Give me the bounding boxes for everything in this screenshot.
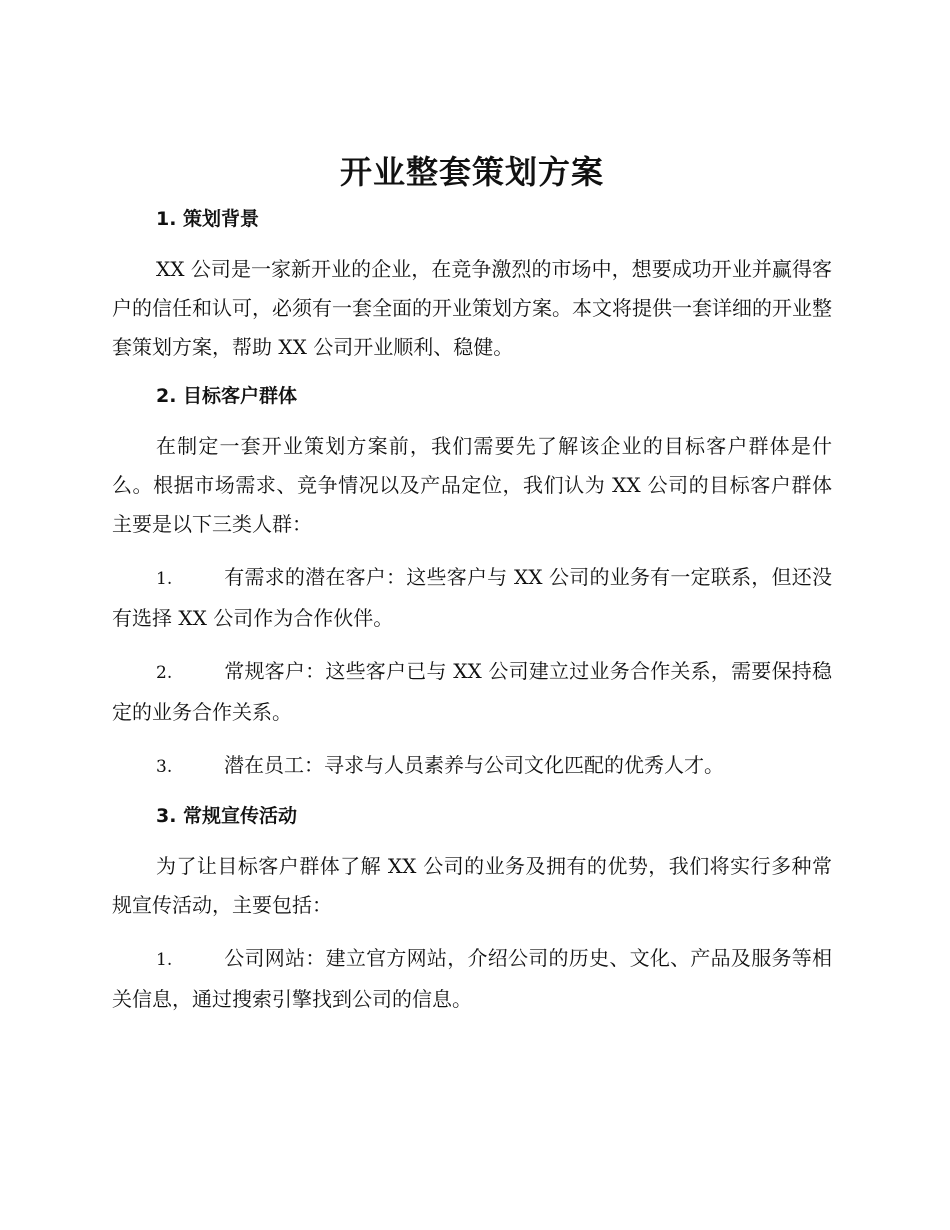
document-title: 开业整套策划方案 [339, 153, 604, 191]
section-paragraph-background: XX 公司是一家新开业的企业，在竞争激烈的市场中，想要成功开业并赢得客户的信任和认可，必须有一套全面的开业策划方案。本文将提供一套详细的开业整套策划方案，帮助 XX 公司开业顺利、稳健。 [112, 257, 832, 359]
list-item-text: 潜在员工：寻求与人员素养与公司文化匹配的优秀人才。 [224, 753, 724, 777]
list-item-text: 有需求的潜在客户：这些客户与 XX 公司的业务有一定联系，但还没有选择 XX 公司作为合作伙伴。 [112, 565, 832, 630]
list-item-number: 3. [156, 757, 173, 777]
list-item [112, 746, 832, 787]
list-item [112, 558, 832, 638]
section-paragraph-target-customers: 在制定一套开业策划方案前，我们需要先了解该企业的目标客户群体是什么。根据市场需求、竞争情况以及产品定位，我们认为 XX 公司的目标客户群体主要是以下三类人群： [112, 434, 832, 536]
list-item [112, 652, 832, 732]
section-heading-promotion: 3. 常规宣传活动 [156, 805, 298, 827]
section-heading-target-customers: 2. 目标客户群体 [156, 385, 298, 407]
section-heading-background: 1. 策划背景 [156, 208, 260, 230]
section-paragraph-promotion: 为了让目标客户群体了解 XX 公司的业务及拥有的优势，我们将实行多种常规宣传活动，主要包括： [112, 854, 832, 917]
list-item-number: 1. [156, 950, 173, 970]
list-item-number: 1. [156, 569, 173, 589]
list-item [112, 939, 832, 1019]
list-item-number: 2. [156, 663, 173, 683]
list-item-text: 公司网站：建立官方网站，介绍公司的历史、文化、产品及服务等相关信息，通过搜索引擎找到公司的信息。 [112, 946, 832, 1011]
list-item-text: 常规客户：这些客户已与 XX 公司建立过业务合作关系，需要保持稳定的业务合作关系。 [112, 659, 832, 724]
